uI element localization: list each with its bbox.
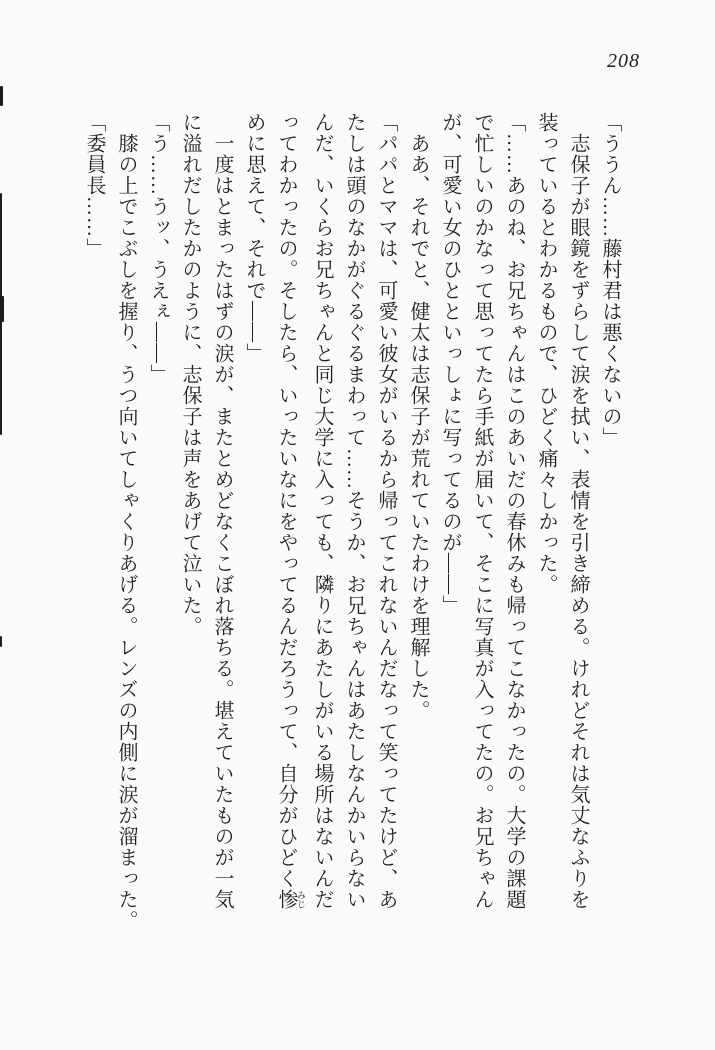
- text-column: 装っているとわかるもので、ひどく痛々しかった。: [535, 112, 557, 595]
- text-column: ああ、それでと、健太は志保子が荒れていたわけを理解した。: [407, 133, 429, 721]
- ruby-annotated-kanji: 惨 みじ: [275, 889, 306, 910]
- scan-artifact: [0, 296, 4, 322]
- scan-artifact: [0, 636, 2, 647]
- text-column: が、可愛い女のひとといっしょに写ってるのが――」: [439, 112, 461, 616]
- text-column: 「ううん……藤村君は悪くないの」: [599, 112, 621, 448]
- text-column: 志保子が眼鏡をずらして涙を拭い、表情を引き締める。けれどそれは気丈なふりを: [567, 133, 589, 910]
- text-column: 「……あのね、お兄ちゃんはこのあいだの春休みも帰ってこなかったの。大学の課題: [503, 112, 525, 910]
- text-column: に溢れだしたかのように、志保子は声をあげて泣いた。: [179, 112, 201, 637]
- text-column: んだ、いくらお兄ちゃんと同じ大学に入っても、隣りにあたしがいる場所はないんだ: [311, 112, 333, 910]
- text-column: で忙しいのかなって思ってたら手紙が届いて、そこに写真が入ってたの。お兄ちゃん: [471, 112, 493, 910]
- page-number: 208: [607, 50, 640, 72]
- text-column: 「委員長……」: [83, 112, 105, 259]
- text-column: 一度はとまったはずの涙が、またとめどなくこぼれ落ちる。堪えていたものが一気: [211, 133, 233, 910]
- text-column: 「パパとママは、可愛い彼女がいるから帰ってこれないんだなって笑ってたけど、あ: [375, 112, 397, 910]
- text-column: ってわかったの。そしたら、いったいなにをやってるんだろうって、自分がひどく惨 みじ: [275, 112, 306, 910]
- text-column: 「う……うッ、うえぇ――」: [147, 112, 169, 385]
- text-column: たしは頭のなかがぐるぐるまわって……そうか、お兄ちゃんはあたしなんかいらない: [343, 112, 365, 910]
- scan-artifact: [0, 86, 3, 106]
- text-column: 膝の上でこぶしを握り、うつ向いてしゃくりあげる。レンズの内側に涙が溜まった。: [115, 133, 137, 931]
- text-block: [82, 112, 626, 934]
- text-column: めに思えて、それで――」: [243, 112, 265, 364]
